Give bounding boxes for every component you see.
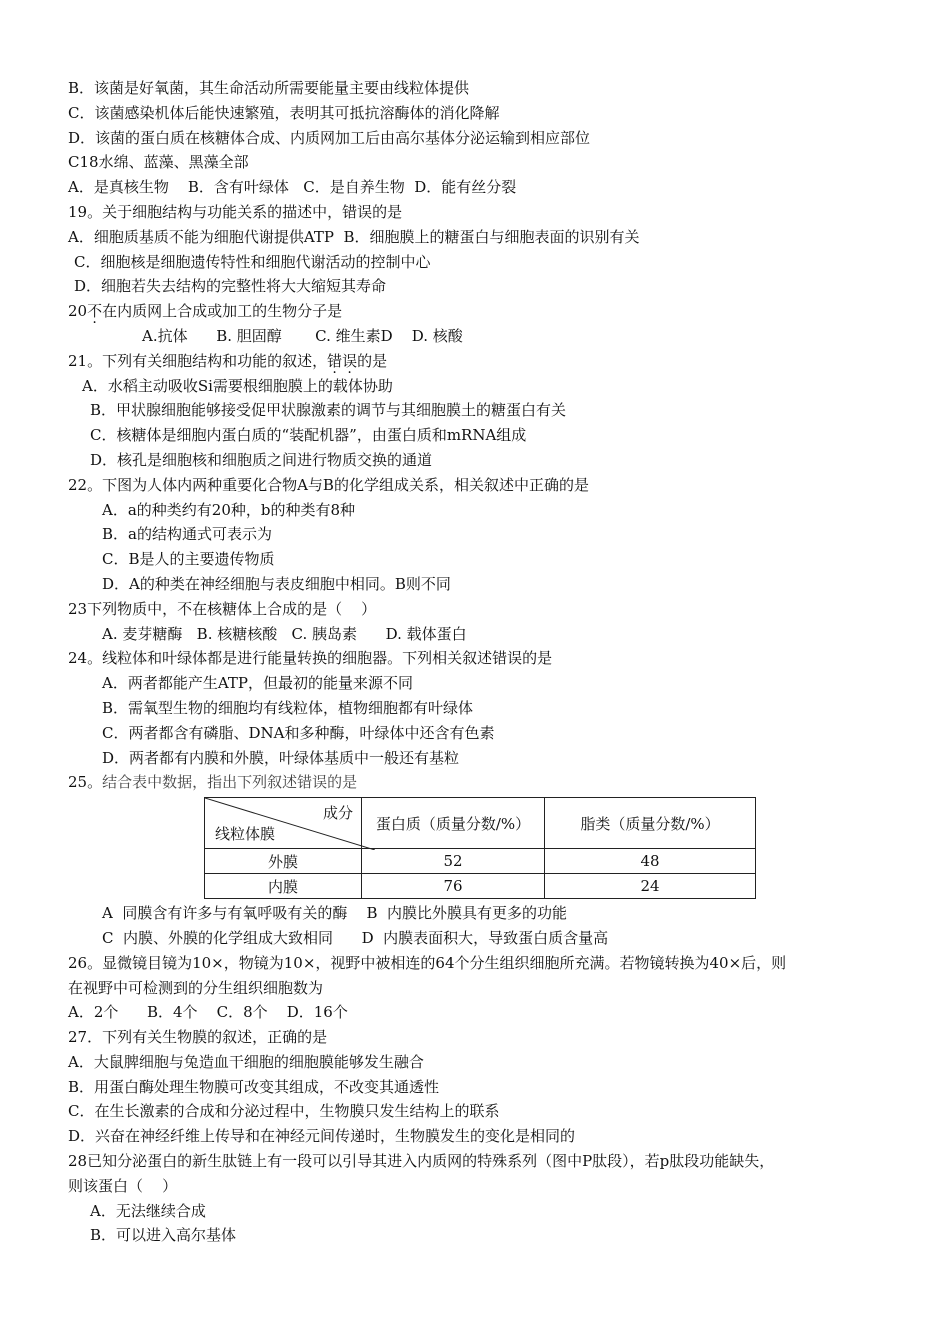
text-line: D．两者都有内膜和外膜，叶绿体基质中一般还有基粒 <box>102 748 460 767</box>
text-line: 19。关于细胞结构与功能关系的描述中，错误的是 <box>68 202 403 221</box>
table-row <box>205 874 756 899</box>
row-lipid: 24 <box>545 874 756 899</box>
row-name: 外膜 <box>205 849 362 874</box>
text-line: A．两者都能产生ATP，但最初的能量来源不同 <box>102 674 413 693</box>
text-line: A 同膜含有许多与有氧呼吸有关的酶 B 内膜比外膜具有更多的功能 <box>102 904 568 923</box>
text-line: 在视野中可检测到的分生组织细胞数为 <box>68 978 324 997</box>
text-line: 26。显微镜目镜为10×，物镜为10×，视野中被相连的64个分生组织细胞所充满。若物镜转换为40×后，则 <box>68 953 787 972</box>
q20-stem: 20不在内质网上合成或加工的生物分子是 <box>68 302 343 321</box>
row-protein: 76 <box>362 874 545 899</box>
text-line: C．细胞核是细胞遗传特性和细胞代谢活动的控制中心 <box>74 252 431 271</box>
text-line: A．水稻主动吸收Si需要根细胞膜上的载体协助 <box>82 376 393 395</box>
header-lipid: 脂类（质量分数/%） <box>545 798 756 849</box>
text-line: B．a的结构通式可表示为 <box>102 525 272 544</box>
text-line: A．大鼠脾细胞与兔造血干细胞的细胞膜能够发生融合 <box>68 1052 424 1071</box>
emphasis-dot-char: 不 <box>87 302 103 321</box>
text-line: C．在生长激素的合成和分泌过程中，生物膜只发生结构上的联系 <box>68 1102 500 1121</box>
document-page <box>68 76 888 1248</box>
text-line: 27．下列有关生物膜的叙述，正确的是 <box>68 1028 328 1047</box>
membrane-composition-table <box>204 797 756 899</box>
text-line: B．用蛋白酶处理生物膜可改变其组成，不改变其通透性 <box>68 1077 440 1096</box>
text-line: A．无法继续合成 <box>90 1201 206 1220</box>
row-lipid: 48 <box>545 849 756 874</box>
text-line: B．需氧型生物的细胞均有线粒体，植物细胞都有叶绿体 <box>102 698 474 717</box>
table-corner-cell <box>205 798 362 849</box>
text-line: D．核孔是细胞核和细胞质之间进行物质交换的通道 <box>90 450 433 469</box>
text-line: C．B是人的主要遗传物质 <box>102 550 275 569</box>
text-line: D．该菌的蛋白质在核糖体合成、内质网加工后由高尔基体分泌运输到相应部位 <box>68 128 591 147</box>
question-block-b <box>68 374 888 771</box>
text-line: A．是真核生物 B．含有叶绿体 C．是自养生物 D．能有丝分裂 <box>68 178 517 197</box>
text-line: 24。线粒体和叶绿体都是进行能量转换的细胞器。下列相关叙述错误的是 <box>68 649 553 668</box>
text-line: 则该蛋白（ ） <box>68 1176 178 1195</box>
row-protein: 52 <box>362 849 545 874</box>
emphasis-dot-char: 错 <box>327 351 343 370</box>
text-line: C18水绵、蓝藻、黑藻全部 <box>68 153 249 172</box>
q25-stem: 25。结合表中数据，指出下列叙述错误的是 <box>68 773 358 792</box>
question-block-a <box>68 76 888 299</box>
text-line: C．两者都含有磷脂、DNA和多种酶，叶绿体中还含有色素 <box>102 723 495 742</box>
table-header-row <box>205 798 756 849</box>
emphasis-dot-char: 误 <box>342 351 358 370</box>
q21-stem: 21。下列有关细胞结构和功能的叙述，错误的是 <box>68 351 388 370</box>
table-row <box>205 849 756 874</box>
corner-top-label: 成分 <box>322 804 353 823</box>
text-line: 23下列物质中，不在核糖体上合成的是（ ） <box>68 599 377 618</box>
text-line: 28已知分泌蛋白的新生肽链上有一段可以引导其进入内质网的特殊系列（图中P肽段），若p肽段功能缺失， <box>68 1152 775 1171</box>
text-line: C．核糖体是细胞内蛋白质的“装配机器”，由蛋白质和mRNA组成 <box>90 426 527 445</box>
text-line: A. 麦芽糖酶 B. 核糖核酸 C. 胰岛素 D. 载体蛋白 <box>102 624 467 643</box>
text-line: A．细胞质基质不能为细胞代谢提供ATP B．细胞膜上的糖蛋白与细胞表面的识别有关 <box>68 227 640 246</box>
text-line: B．甲状腺细胞能够接受促甲状腺激素的调节与其细胞膜土的糖蛋白有关 <box>90 401 567 420</box>
q20-options: A.抗体 B. 胆固醇 C. 维生素D D. 核酸 <box>142 326 463 345</box>
text-line: D．兴奋在神经纤维上传导和在神经元间传递时，生物膜发生的变化是相同的 <box>68 1127 576 1146</box>
corner-bottom-label: 线粒体膜 <box>215 825 276 844</box>
question-block-c <box>68 901 888 1248</box>
text-line: 22。下图为人体内两种重要化合物A与B的化学组成关系，相关叙述中正确的是 <box>68 475 589 494</box>
text-line: C．该菌感染机体后能快速繁殖，表明其可抵抗溶酶体的消化降解 <box>68 103 500 122</box>
row-name: 内膜 <box>205 874 362 899</box>
text-line: D．A的种类在神经细胞与表皮细胞中相同。B则不同 <box>102 574 451 593</box>
text-line: B．该菌是好氧菌，其生命活动所需要能量主要由线粒体提供 <box>68 79 470 97</box>
text-line: C 内膜、外膜的化学组成大致相同 D 内膜表面积大，导致蛋白质含量高 <box>102 928 609 947</box>
text-line: A．a的种类约有20种，b的种类有8种 <box>102 500 356 519</box>
text-line: B．可以进入高尔基体 <box>90 1226 237 1245</box>
header-protein: 蛋白质（质量分数/%） <box>362 798 545 849</box>
text-line: D．细胞若失去结构的完整性将大大缩短其寿命 <box>74 277 387 296</box>
text-line: A．2个 B．4个 C．8个 D．16个 <box>68 1003 348 1022</box>
